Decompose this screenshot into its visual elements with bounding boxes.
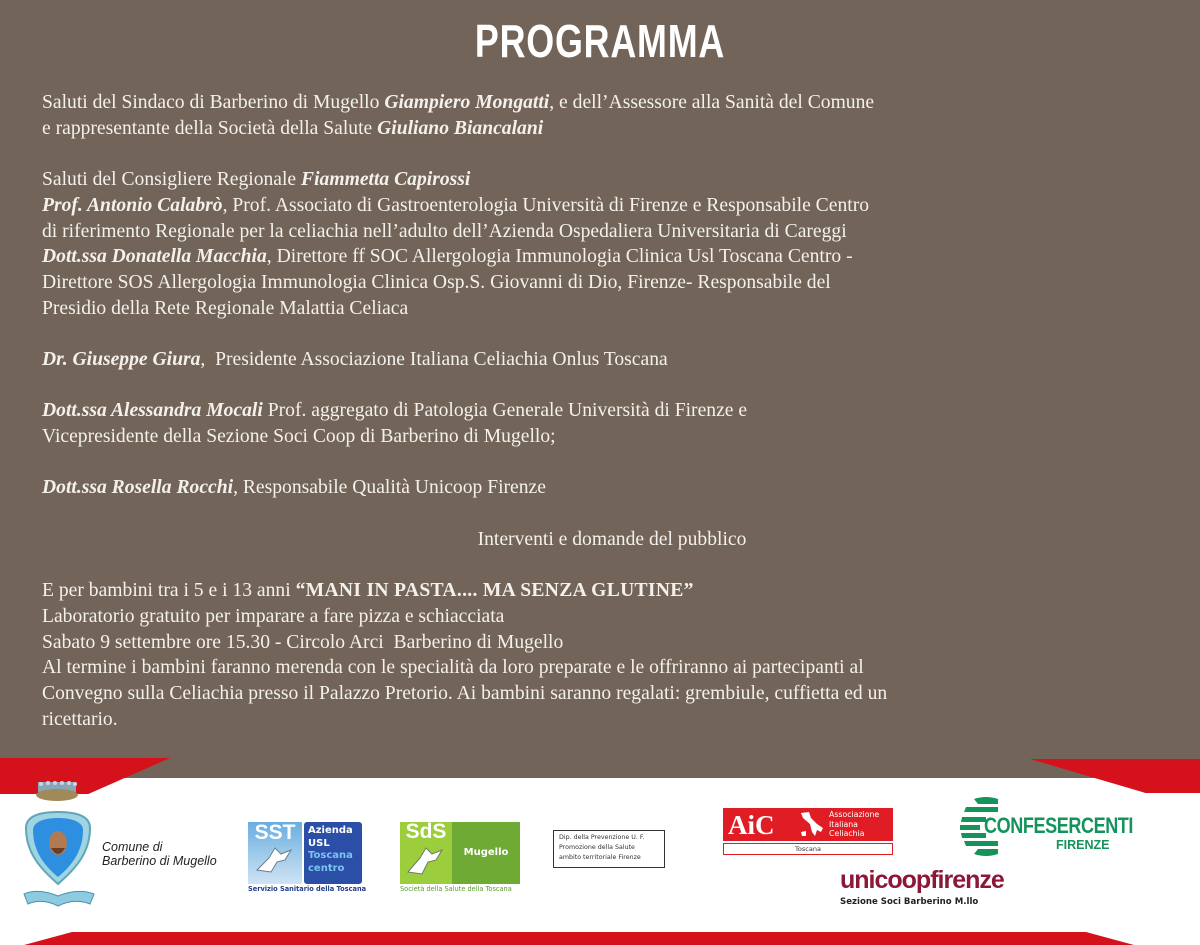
text: Azienda <box>308 825 353 836</box>
text: Saluti del Sindaco di Barberino di Mugello <box>42 92 385 113</box>
text: Saluti del Consigliere Regionale <box>42 169 302 191</box>
sst-text <box>304 822 362 884</box>
aic-logo <box>723 808 893 858</box>
text: , e dell’Assessore alla Sanità del Comune <box>549 92 875 113</box>
confesercenti-city: FIRENZE <box>1056 838 1110 852</box>
aic-region: Toscana <box>723 843 893 855</box>
italy-map-icon <box>797 810 827 840</box>
text: SST <box>254 821 296 844</box>
text: Promozione della Salute <box>559 844 635 851</box>
kids-workshop <box>42 578 1182 732</box>
text: E per bambini tra i 5 e i 13 anni <box>42 580 296 602</box>
pegasus-icon <box>251 844 299 874</box>
text: Laboratorio gratuito per imparare a fare pizza e schiacciata <box>42 605 505 627</box>
sst-mark <box>248 822 302 884</box>
text: , Prof. Associato di Gastroenterologia Università di Firenze e Responsabile Centro <box>222 194 870 216</box>
text: Celiachia <box>829 829 865 838</box>
unicoop-word: unicoopfirenze <box>840 866 1004 894</box>
red-stripe-bottom <box>0 932 1200 945</box>
comune-label <box>102 840 217 868</box>
sds-logo <box>400 822 520 896</box>
assessore-name: Giuliano Biancalani <box>377 117 544 139</box>
text: Barberino di Mugello <box>102 854 217 868</box>
text: Direttore SOS Allergologia Immunologia Clinica Osp.S. Giovanni di Dio, Firenze- Responsabile del <box>42 271 831 293</box>
sds-subtitle: Società della Salute della Toscana <box>400 885 512 893</box>
text: ambito territoriale Firenze <box>559 854 641 861</box>
text: Toscana <box>308 850 353 861</box>
text: , Presidente Associazione Italiana Celiachia Onlus Toscana <box>200 349 668 370</box>
speaker-mocali <box>42 398 1182 449</box>
text: Sabato 9 settembre ore 15.30 - Circolo Arci Barberino di Mugello <box>42 631 564 653</box>
page-title: PROGRAMMA <box>474 15 726 67</box>
text: Comune di <box>102 840 163 854</box>
aic-mark: AiC <box>728 810 775 840</box>
speaker-name: Dott.ssa Donatella Macchia <box>42 246 267 268</box>
text: Associazione <box>829 810 880 819</box>
text: , Direttore ff SOC Allergologia Immunologia Clinica Usl Toscana Centro - <box>266 246 853 268</box>
speaker-macchia <box>42 244 1182 321</box>
workshop-title: “MANI IN PASTA.... MA SENZA GLUTINE” <box>295 580 694 602</box>
greeting-council <box>42 167 1182 193</box>
sds-mugello: Mugello <box>452 822 520 884</box>
program-body <box>42 90 1182 732</box>
text: Al termine i bambini faranno merenda con le specialità da loro preparate e le offriranno ai partecipanti al <box>42 657 864 679</box>
speaker-name: Dr. Giuseppe Giura <box>42 349 201 370</box>
text: , Responsabile Qualità Unicoop Firenze <box>233 477 546 499</box>
text: Dip. della Prevenzione U. F. <box>559 834 645 841</box>
text: Presidio della Rete Regionale Malattia Celiaca <box>42 297 409 319</box>
text: Prof. aggregato di Patologia Generale Università di Firenze e <box>262 400 748 422</box>
text: Vicepresidente della Sezione Soci Coop di Barberino di Mugello; <box>42 426 556 448</box>
unicoop-subtitle: Sezione Soci Barberino M.llo <box>840 897 979 907</box>
confesercenti-logo <box>958 795 1134 859</box>
speaker-name: Dott.ssa Alessandra Mocali <box>42 400 263 422</box>
speaker-rocchi <box>42 475 1182 501</box>
dip-prevenzione-box <box>553 830 665 868</box>
speaker-calabro <box>42 193 1182 244</box>
council-name: Fiammetta Capirossi <box>301 169 471 191</box>
sds-mark <box>400 822 452 884</box>
text: di riferimento Regionale per la celiachia nell’adulto dell’Azienda Ospedaliera Universitaria di Careggi <box>42 220 847 242</box>
speaker-giura <box>42 347 1182 373</box>
speaker-name: Prof. Antonio Calabrò <box>42 194 223 216</box>
text: ricettario. <box>42 708 118 730</box>
unicoop-logo <box>840 866 1030 912</box>
comune-crest-logo <box>18 780 100 912</box>
aic-banner <box>723 808 893 841</box>
aic-name <box>829 810 879 839</box>
text: USL <box>308 837 330 849</box>
mayor-name: Giampiero Mongatti <box>384 92 550 113</box>
sst-logo <box>248 822 366 896</box>
pegasus-icon <box>402 842 450 876</box>
crest-icon <box>18 780 100 912</box>
text: Convegno sulla Celiachia presso il Palazzo Pretorio. Ai bambini saranno regalati: grembiule, cuffietta ed un <box>42 683 888 705</box>
speaker-name: Dott.ssa Rosella Rocchi <box>42 477 234 499</box>
confesercenti-word: CONFESERCENTI <box>984 813 1134 838</box>
text: centro <box>308 862 345 874</box>
sst-subtitle: Servizio Sanitario della Toscana <box>248 885 367 893</box>
qa-line: Interventi e domande del pubblico <box>477 528 747 550</box>
text: Italiana <box>829 819 858 829</box>
text: SdS <box>405 820 447 843</box>
greeting-mayor <box>42 90 1182 141</box>
text: e rappresentante della Società della Salute <box>42 117 378 139</box>
